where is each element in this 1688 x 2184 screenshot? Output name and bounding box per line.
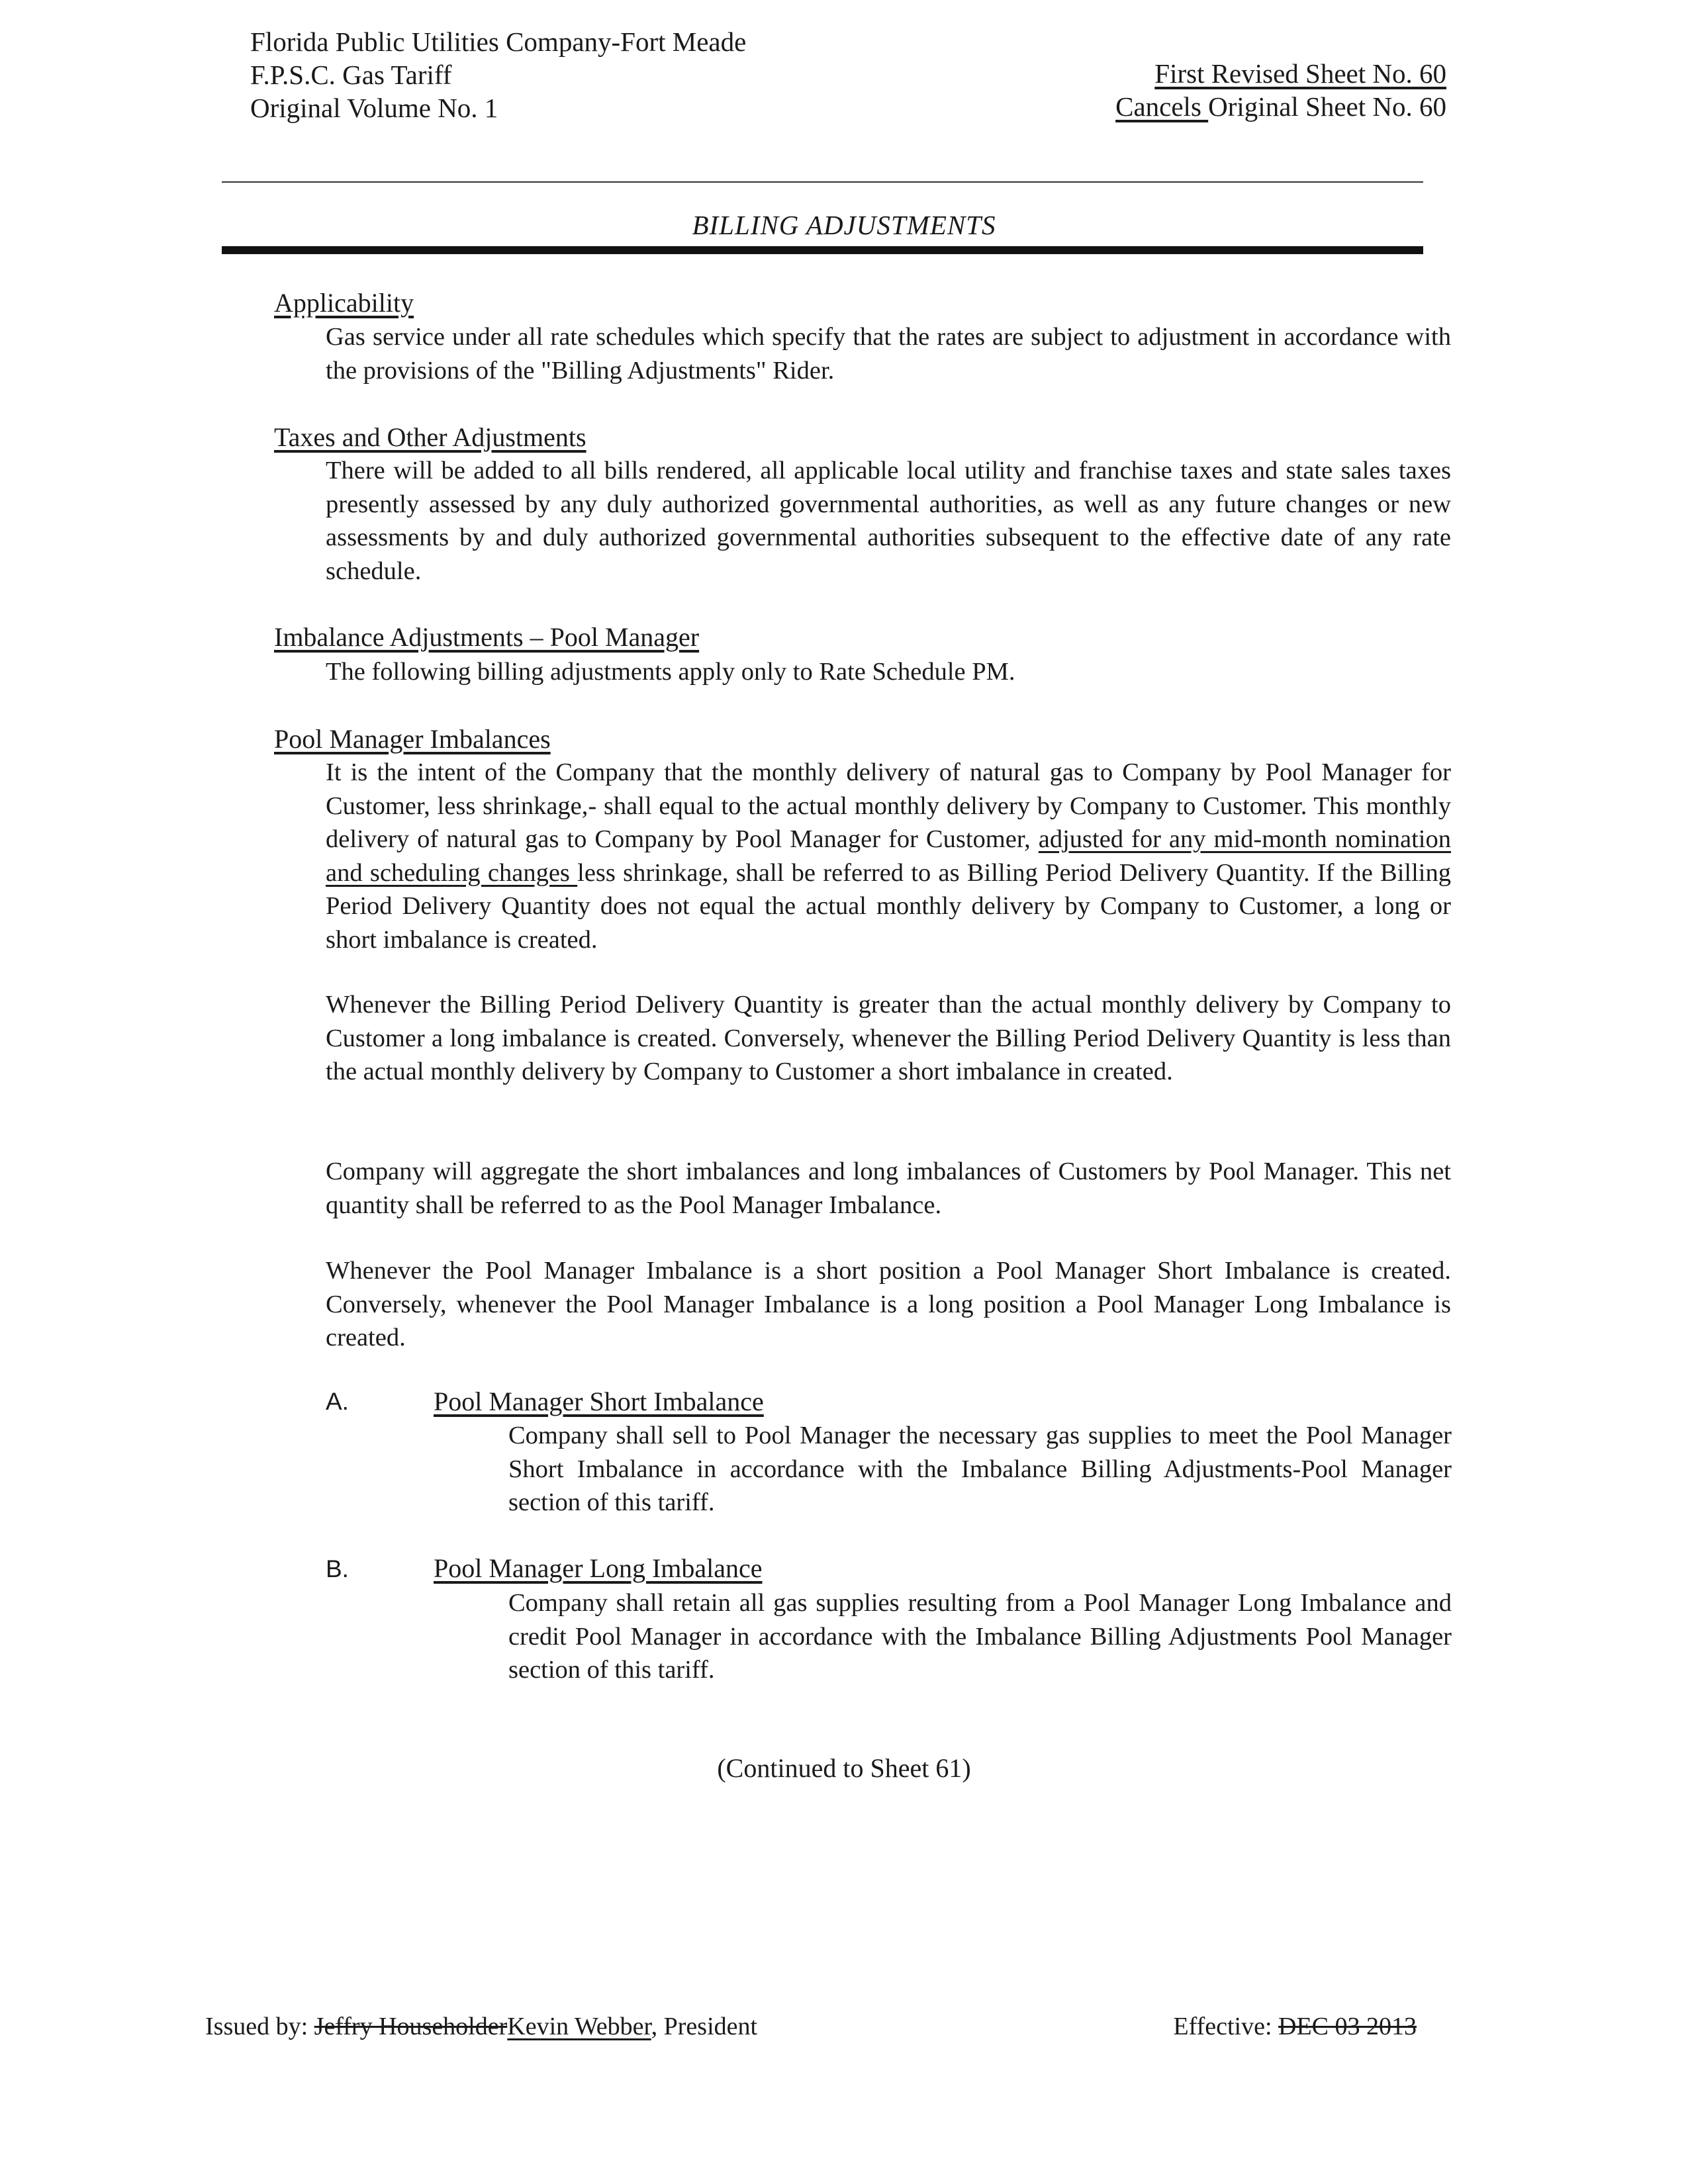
item-b-letter: B.	[326, 1555, 349, 1582]
volume-label: Original Volume No. 1	[250, 93, 498, 123]
applicability-text: Gas service under all rate schedules which specify that the rates are subject to adjustment in accordance with the provisions of the "Billing Adjustments" Rider.	[326, 323, 1451, 385]
pool-paragraph-4: Whenever the Pool Manager Imbalance is a short position a Pool Manager Short Imbalance is created. Conversely, whenever the Pool Manager Imbalance is a long position a Pool Manager Long Imbalance is created.	[326, 1257, 1451, 1351]
item-b-heading: Pool Manager Long Imbalance	[434, 1553, 763, 1583]
effective-prefix: Effective:	[1173, 2013, 1278, 2040]
effective-date	[1173, 2012, 1417, 2041]
cancels-line	[1115, 90, 1446, 123]
cancels-prefix: Cancels	[1115, 91, 1209, 122]
taxes-text: There will be added to all bills rendered, all applicable local utility and franchise taxes and state sales taxes presently assessed by any duly authorized governmental authorities, as well as any future changes or new assessments by and duly authorized governmental authorities subsequent to the effective date of any rate schedule.	[326, 457, 1451, 585]
pool-paragraph-3: Company will aggregate the short imbalances and long imbalances of Customers by Pool Manager. This net quantity shall be referred to as the Pool Manager Imbalance.	[326, 1158, 1451, 1219]
tariff-name: F.P.S.C. Gas Tariff	[250, 60, 452, 90]
imbalance-text: The following billing adjustments apply only to Rate Schedule PM.	[326, 658, 1015, 686]
issued-new-name: Kevin Webber	[507, 2013, 651, 2040]
item-b-text: Company shall retain all gas supplies resulting from a Pool Manager Long Imbalance and credit Pool Manager in accordance with the Imbalance Billing Adjustments Pool Manager section of this tariff.	[508, 1589, 1452, 1684]
imbalance-heading: Imbalance Adjustments – Pool Manager	[274, 622, 700, 652]
pool-paragraph-1	[326, 756, 1451, 956]
header-divider	[222, 181, 1423, 183]
continued-note: (Continued to Sheet 61)	[717, 1753, 971, 1783]
issued-prefix: Issued by:	[205, 2013, 314, 2040]
effective-struck-date: DEC 03 2013	[1278, 2013, 1417, 2040]
issued-suffix: , President	[651, 2013, 758, 2040]
pool-paragraph-2: Whenever the Billing Period Delivery Quantity is greater than the actual monthly delivery by Company to Customer a long imbalance is created. Conversely, whenever the Billing Period Delivery Quantity is less than the actual monthly delivery by Company to Customer a short imbalance in created.	[326, 991, 1451, 1085]
pool-heading: Pool Manager Imbalances	[274, 724, 551, 754]
taxes-heading: Taxes and Other Adjustments	[274, 422, 586, 452]
title-divider	[222, 246, 1423, 254]
issued-struck-name: Jeffry Householder	[314, 2013, 508, 2040]
header-right	[1115, 57, 1446, 123]
item-a-letter: A.	[326, 1388, 349, 1415]
company-name: Florida Public Utilities Company-Fort Meade	[250, 26, 747, 57]
pool-p1-part-a: It is the intent of the Company that the monthly delivery of natural gas to Company by Pool Manager for Customer, less shrinkage,- shall equal to the actual monthly delivery by Company to Customer. This monthly delivery of natural gas to Company by Pool Manager for Customer,	[326, 758, 1451, 853]
applicability-heading: Applicability	[274, 288, 414, 318]
issued-by	[205, 2012, 757, 2041]
header-left	[250, 25, 746, 124]
sheet-number: First Revised Sheet No. 60	[1154, 58, 1446, 89]
item-a-text: Company shall sell to Pool Manager the necessary gas supplies to meet the Pool Manager Short Imbalance in accordance with the Imbalance Billing Adjustments-Pool Manager section of this tariff.	[508, 1422, 1452, 1516]
page-title: BILLING ADJUSTMENTS	[692, 210, 996, 240]
cancels-rest: Original Sheet No. 60	[1208, 91, 1446, 122]
pool-p1-part-b: less shrinkage, shall be referred to as Billing Period Delivery Quantity. If the Billing Period Delivery Quantity does not equal the actual monthly delivery by Company to Customer, a long or short imbalance is created.	[326, 858, 1451, 954]
item-a-heading: Pool Manager Short Imbalance	[434, 1387, 764, 1416]
pool-p1-underlined: adjusted for any mid-month nomination and scheduling changes	[326, 825, 1452, 887]
